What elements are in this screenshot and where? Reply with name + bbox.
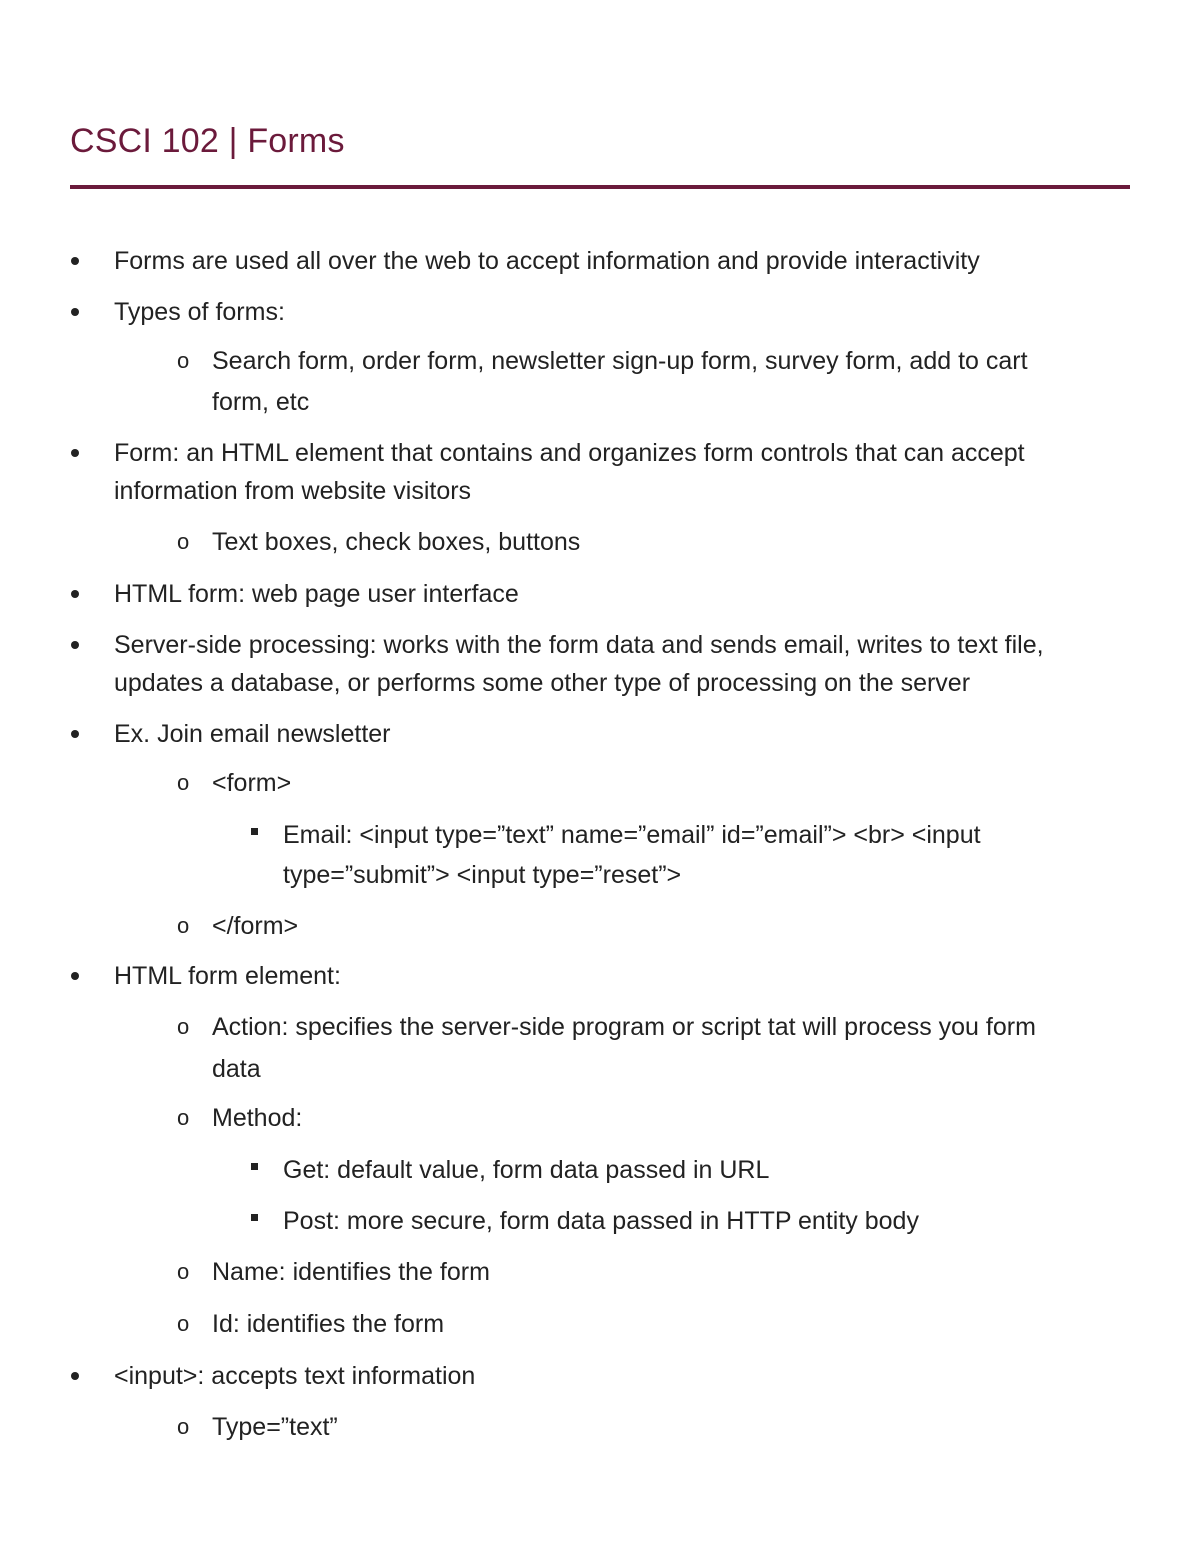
sub-sub-bullet-item: Email: <input type=”text” name=”email” id=”email”> <br> <input <box>283 821 981 849</box>
sub-bullet-item: Type=”text” <box>212 1413 338 1441</box>
sub-bullet-item-continued: form, etc <box>212 388 310 416</box>
sub-bullet-item: Text boxes, check boxes, buttons <box>212 528 581 556</box>
sub-bullet-item: Id: identifies the form <box>212 1310 445 1338</box>
bullet-marker <box>71 730 79 738</box>
sub-bullet-marker: o <box>177 1014 190 1039</box>
sub-sub-bullet-item-continued: type=”submit”> <input type=”reset”> <box>283 861 682 889</box>
sub-bullet-item: </form> <box>212 912 299 940</box>
sub-bullet-marker: o <box>177 1105 190 1130</box>
sub-bullet-marker: o <box>177 1311 190 1336</box>
sub-bullet-item: Search form, order form, newsletter sign-up form, survey form, add to cart <box>212 347 1028 375</box>
bullet-item: <input>: accepts text information <box>114 1362 476 1390</box>
bullet-marker <box>71 641 79 649</box>
bullet-item: Form: an HTML element that contains and organizes form controls that can accept <box>114 439 1025 467</box>
sub-bullet-marker: o <box>177 1259 190 1284</box>
bullet-marker <box>71 972 79 980</box>
sub-bullet-marker: o <box>177 348 190 373</box>
bullet-marker <box>71 590 79 598</box>
sub-bullet-marker: o <box>177 1414 190 1439</box>
sub-bullet-item: <form> <box>212 769 292 797</box>
bullet-item: Types of forms: <box>114 298 285 326</box>
sub-bullet-item: Name: identifies the form <box>212 1258 490 1286</box>
bullet-item: Server-side processing: works with the form data and sends email, writes to text file, <box>114 631 1044 659</box>
bullet-item-continued: updates a database, or performs some other type of processing on the server <box>114 669 971 697</box>
page-title: CSCI 102 | Forms <box>70 122 345 160</box>
bullet-marker <box>71 308 79 316</box>
bullet-item: HTML form element: <box>114 962 341 990</box>
bullet-item: HTML form: web page user interface <box>114 580 519 608</box>
sub-bullet-marker: o <box>177 913 190 938</box>
sub-bullet-item: Action: specifies the server-side program or script tat will process you form <box>212 1013 1036 1041</box>
bullet-item: Ex. Join email newsletter <box>114 720 391 748</box>
sub-sub-bullet-item: Post: more secure, form data passed in HTTP entity body <box>283 1207 919 1235</box>
bullet-item: Forms are used all over the web to accept information and provide interactivity <box>114 247 980 275</box>
bullet-marker <box>71 257 79 265</box>
sub-bullet-marker: o <box>177 770 190 795</box>
sub-bullet-item-continued: data <box>212 1055 261 1083</box>
bullet-marker <box>71 1372 79 1380</box>
title-divider <box>70 185 1130 189</box>
sub-sub-bullet-marker <box>251 828 258 835</box>
sub-bullet-item: Method: <box>212 1104 303 1132</box>
sub-bullet-marker: o <box>177 529 190 554</box>
sub-sub-bullet-item: Get: default value, form data passed in URL <box>283 1156 770 1184</box>
bullet-marker <box>71 449 79 457</box>
sub-sub-bullet-marker <box>251 1163 258 1170</box>
sub-sub-bullet-marker <box>251 1214 258 1221</box>
bullet-item-continued: information from website visitors <box>114 477 472 505</box>
